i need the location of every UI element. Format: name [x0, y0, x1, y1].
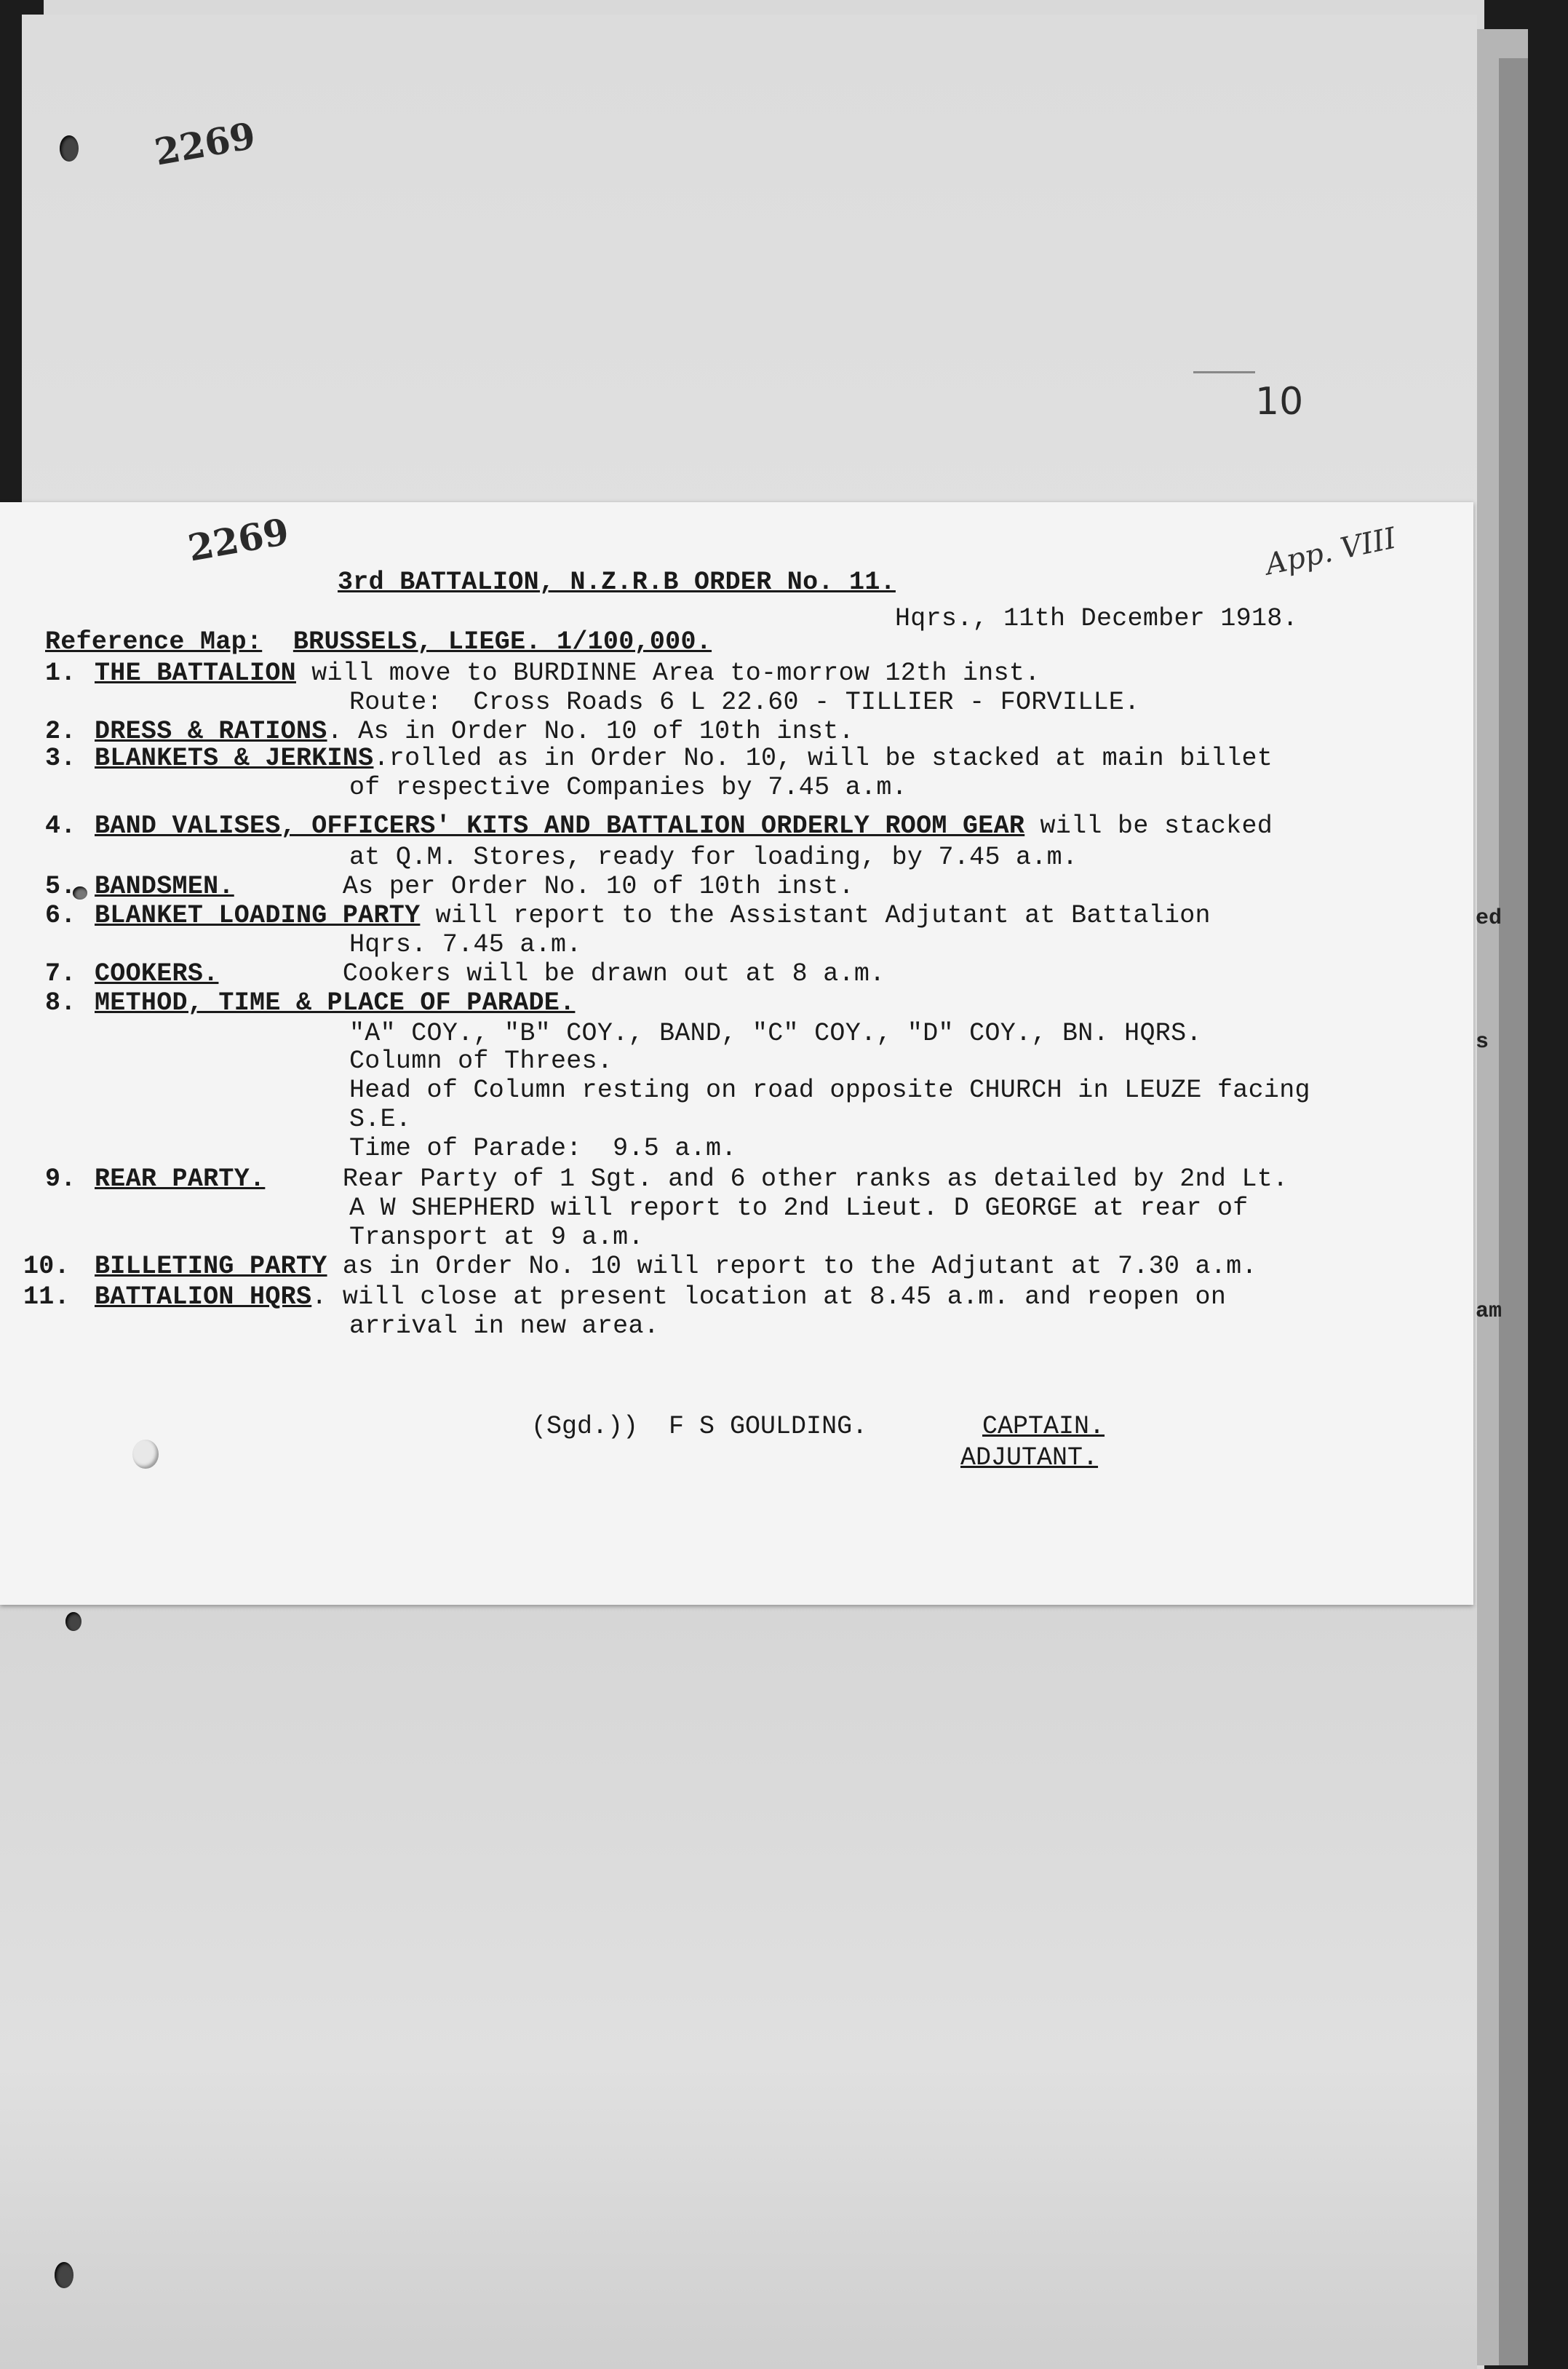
- paragraph-subject: THE BATTALION: [95, 659, 296, 688]
- back-page-edge-dark: [1499, 58, 1528, 2365]
- paragraph-text: will move to BURDINNE Area to-morrow 12th inst.: [295, 659, 1040, 688]
- paragraph-text: Column of Threes.: [349, 1047, 613, 1076]
- order-heading: 3rd BATTALION, N.Z.R.B ORDER No. 11.: [338, 568, 896, 597]
- paragraph-text: A W SHEPHERD will report to 2nd Lieut. D GEORGE at rear of: [349, 1194, 1249, 1223]
- folio-dash: [1193, 371, 1255, 373]
- reference-map-line: [45, 627, 712, 656]
- paragraph-number: 4.: [45, 812, 76, 841]
- punch-hole: [132, 1440, 159, 1469]
- paragraph-text: at Q.M. Stores, ready for loading, by 7.45 a.m.: [349, 843, 1078, 872]
- order-paragraph-line: [349, 1019, 1202, 1048]
- paragraph-subject: BLANKETS & JERKINS: [95, 744, 374, 773]
- paragraph-subject: METHOD, TIME & PLACE OF PARADE.: [95, 988, 576, 1017]
- order-paragraph-line: [45, 812, 1273, 841]
- edge-fragment: am: [1476, 1299, 1503, 1324]
- file-number-stamp: 2269: [151, 114, 259, 174]
- paragraph-number: 10.: [23, 1252, 70, 1281]
- order-paragraph-line: [349, 773, 907, 802]
- order-paragraph-line: [45, 717, 854, 746]
- order-paragraph-line: [349, 843, 1078, 872]
- paragraph-text: will report to the Assistant Adjutant at Battalion: [420, 901, 1211, 930]
- paragraph-text: of respective Companies by 7.45 a.m.: [349, 773, 907, 802]
- order-paragraph-line: [349, 1194, 1249, 1223]
- order-file-number-stamp: 2269: [184, 509, 292, 570]
- order-paragraph-line: [45, 959, 885, 988]
- order-paragraph-line: [23, 1252, 1257, 1281]
- order-paragraph-line: [349, 1105, 411, 1134]
- edge-fragment: ed: [1476, 906, 1503, 931]
- order-paragraph-line: [349, 688, 1139, 717]
- paragraph-text: Head of Column resting on road opposite CHURCH in LEUZE facing: [349, 1076, 1310, 1105]
- paragraph-text: Transport at 9 a.m.: [349, 1223, 644, 1252]
- order-paragraph-line: [45, 872, 854, 901]
- paragraph-text: Time of Parade: 9.5 a.m.: [349, 1134, 737, 1163]
- order-paragraph-line: [349, 1134, 737, 1163]
- reference-value: BRUSSELS, LIEGE. 1/100,000.: [292, 627, 712, 656]
- signature-line: (Sgd.)) F S GOULDING.: [531, 1412, 868, 1441]
- paragraph-text: Rear Party of 1 Sgt. and 6 other ranks as detailed by 2nd Lt.: [265, 1164, 1289, 1194]
- paragraph-subject: COOKERS.: [95, 959, 219, 988]
- paragraph-number: 9.: [45, 1164, 76, 1194]
- punch-hole: [60, 135, 79, 162]
- edge-fragment: s: [1476, 1030, 1489, 1055]
- paragraph-text: As per Order No. 10 of 10th inst.: [234, 872, 854, 901]
- paragraph-subject: BATTALION HQRS: [95, 1282, 312, 1312]
- paragraph-number: 5.: [45, 872, 76, 901]
- paragraph-text: Hqrs. 7.45 a.m.: [349, 930, 582, 959]
- order-paragraph-line: [349, 930, 582, 959]
- order-paragraph-line: [349, 1223, 644, 1252]
- reference-label: Reference Map:: [45, 627, 263, 656]
- signatory-appointment: ADJUTANT.: [960, 1443, 1099, 1472]
- order-paragraph-line: [349, 1047, 613, 1076]
- paragraph-number: 6.: [45, 901, 76, 930]
- paragraph-number: 7.: [45, 959, 76, 988]
- paragraph-number: 8.: [45, 988, 76, 1017]
- paragraph-number: 1.: [45, 659, 76, 688]
- paragraph-text: . will close at present location at 8.45 a.m. and reopen on: [311, 1282, 1227, 1312]
- order-paragraph-line: [45, 901, 1211, 930]
- annex-mark: App. VIII: [1262, 521, 1399, 582]
- paragraph-text: will be stacked: [1024, 812, 1273, 841]
- paragraph-text: as in Order No. 10 will report to the Adjutant at 7.30 a.m.: [327, 1252, 1257, 1281]
- paragraph-text: "A" COY., "B" COY., BAND, "C" COY., "D" COY., BN. HQRS.: [349, 1019, 1202, 1048]
- order-paragraph-line: [45, 659, 1040, 688]
- paragraph-text: Cookers will be drawn out at 8 a.m.: [218, 959, 886, 988]
- order-paragraph-line: [45, 744, 1273, 773]
- order-paragraph-line: [23, 1282, 1226, 1312]
- hqrs-date-line: Hqrs., 11th December 1918.: [895, 604, 1298, 633]
- underlying-sheet: [0, 1605, 1477, 2369]
- paragraph-subject: REAR PARTY.: [95, 1164, 266, 1194]
- order-paragraph-line: [349, 1312, 659, 1341]
- paragraph-number: 11.: [23, 1282, 70, 1312]
- paragraph-subject: DRESS & RATIONS: [95, 717, 327, 746]
- paragraph-number: 3.: [45, 744, 76, 773]
- paragraph-subject: BAND VALISES, OFFICERS' KITS AND BATTALION ORDERLY ROOM GEAR: [95, 812, 1025, 841]
- paragraph-text: arrival in new area.: [349, 1312, 660, 1341]
- paragraph-number: 2.: [45, 717, 76, 746]
- paragraph-subject: BANDSMEN.: [95, 872, 234, 901]
- order-paragraph-line: [45, 988, 575, 1017]
- signatory-rank: CAPTAIN.: [982, 1412, 1105, 1441]
- paragraph-text: Route: Cross Roads 6 L 22.60 - TILLIER - FORVILLE.: [349, 688, 1140, 717]
- punch-hole: [65, 1612, 81, 1631]
- page-folio-number: 10: [1255, 380, 1304, 424]
- paragraph-text: S.E.: [349, 1105, 412, 1134]
- paragraph-subject: BILLETING PARTY: [95, 1252, 327, 1281]
- paragraph-subject: BLANKET LOADING PARTY: [95, 901, 421, 930]
- paragraph-text: . As in Order No. 10 of 10th inst.: [327, 717, 854, 746]
- punch-hole: [55, 2262, 73, 2288]
- order-paragraph-line: [349, 1076, 1310, 1105]
- paragraph-text: .rolled as in Order No. 10, will be stacked at main billet: [373, 744, 1273, 773]
- order-paragraph-line: [45, 1164, 1288, 1194]
